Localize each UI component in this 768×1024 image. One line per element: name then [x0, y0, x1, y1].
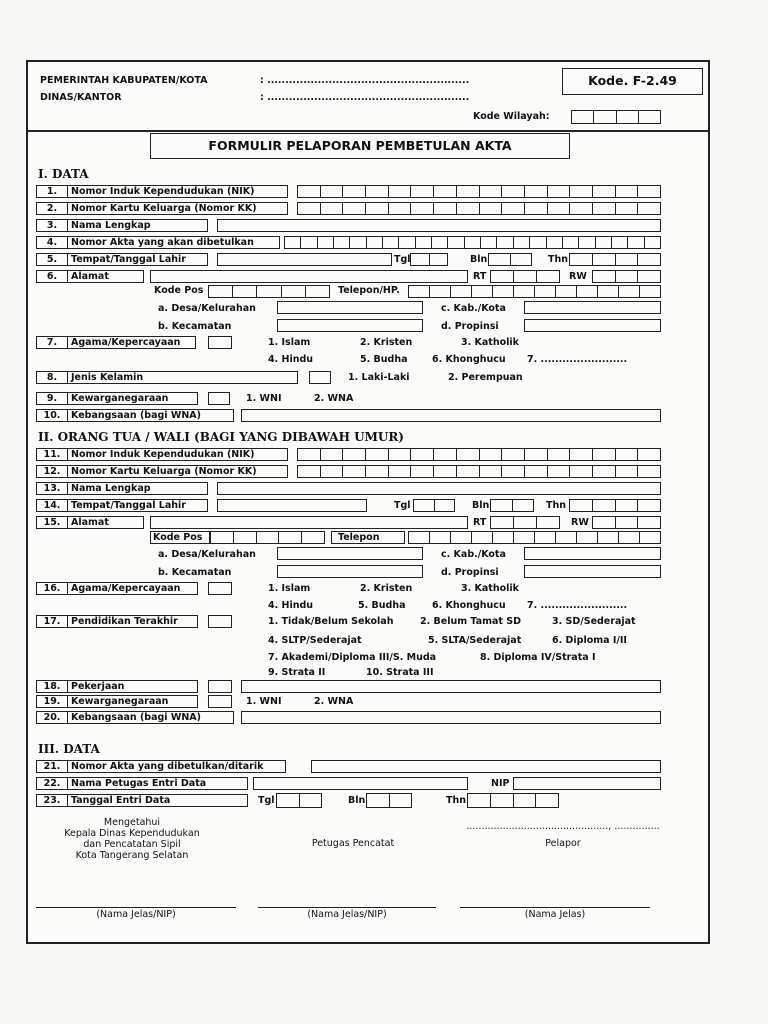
thn-boxes[interactable]	[569, 253, 661, 266]
tgl-label: Tgl	[394, 254, 411, 265]
akta-ditarik-input[interactable]	[311, 760, 661, 773]
ortu-prop-label: d. Propinsi	[441, 567, 499, 578]
nik-boxes[interactable]	[297, 185, 661, 198]
field-1-label: 1. Nomor Induk Kependudukan (NIK)	[36, 185, 288, 198]
kode-pos-label: Kode Pos	[154, 285, 204, 296]
field-7-label: 7. Agama/Kepercayaan	[36, 336, 196, 349]
form-title: FORMULIR PELAPORAN PEMBETULAN AKTA	[150, 133, 570, 159]
tgl-boxes[interactable]	[410, 253, 448, 266]
kewarganegaraan-box[interactable]	[208, 392, 230, 405]
ortu-kab-label: c. Kab./Kota	[441, 549, 506, 560]
agama-opt-7: 7. ........................	[527, 354, 628, 365]
agama-code-box[interactable]	[208, 336, 232, 349]
ortu-kebangsaan-input[interactable]	[241, 711, 661, 724]
agama-opt-5: 5. Budha	[360, 354, 408, 365]
sig-line-middle	[258, 907, 436, 908]
dinas-label: DINAS/KANTOR	[40, 92, 122, 103]
pendidikan-opt-2: 2. Belum Tamat SD	[420, 616, 521, 627]
petugas-nama-input[interactable]	[253, 777, 468, 790]
rw-boxes[interactable]	[592, 270, 661, 283]
ortu-kec-label: b. Kecamatan	[158, 567, 232, 578]
agama-opt-6: 6. Khonghucu	[432, 354, 506, 365]
wn-opt-1: 1. WNI	[246, 393, 282, 404]
entri-bln-label: Bln	[348, 795, 366, 806]
desa-label: a. Desa/Kelurahan	[158, 303, 256, 314]
entri-tgl-boxes[interactable]	[276, 793, 322, 808]
agama-opt-4: 4. Hindu	[268, 354, 314, 365]
kode-pos-boxes[interactable]	[208, 285, 330, 298]
field-16-label: 16. Agama/Kepercayaan	[36, 582, 198, 595]
pendidikan-opt-6: 6. Diploma I/II	[552, 635, 627, 646]
kab-input[interactable]	[524, 301, 661, 314]
ortu-kab-input[interactable]	[524, 547, 661, 560]
pendidikan-opt-7: 7. Akademi/Diploma III/S. Muda	[268, 652, 437, 663]
agama-opt-2: 2. Kristen	[360, 337, 413, 348]
sig-line-right	[460, 907, 650, 908]
nama-lengkap-input[interactable]	[217, 219, 661, 232]
ortu-tgl-boxes[interactable]	[413, 499, 455, 512]
field-6-label: 6. Alamat	[36, 270, 144, 283]
pemerintah-input[interactable]: : ........................................................	[260, 75, 470, 86]
pendidikan-opt-10: 10. Strata III	[366, 667, 434, 678]
thn-label: Thn	[548, 254, 569, 265]
pendidikan-opt-9: 9. Strata II	[268, 667, 326, 678]
jenis-kelamin-box[interactable]	[309, 371, 331, 384]
ortu-wn-opt-2: 2. WNA	[314, 696, 354, 707]
kebangsaan-input[interactable]	[241, 409, 661, 422]
field-17-label: 17. Pendidikan Terakhir	[36, 615, 198, 628]
jk-opt-2: 2. Perempuan	[448, 372, 523, 383]
kode-form-badge: Kode. F-2.49	[562, 68, 703, 95]
prop-label: d. Propinsi	[441, 321, 499, 332]
agama-opt-1: 1. Islam	[268, 337, 311, 348]
ortu-prop-input[interactable]	[524, 565, 661, 578]
field-13-label: 13. Nama Lengkap	[36, 482, 208, 495]
pendidikan-box[interactable]	[208, 615, 232, 628]
kec-input[interactable]	[277, 319, 423, 332]
agama-opt-3: 3. Katholik	[461, 337, 519, 348]
field-21-label: 21. Nomor Akta yang dibetulkan/ditarik	[36, 760, 286, 773]
ortu-thn-boxes[interactable]	[569, 499, 661, 512]
left-name-caption: (Nama Jelas/NIP)	[96, 909, 176, 920]
jk-opt-1: 1. Laki-Laki	[348, 372, 410, 383]
section-1-heading: I. DATA	[38, 167, 89, 181]
ortu-rw-label: RW	[571, 517, 589, 528]
rt-boxes[interactable]	[490, 270, 560, 283]
ortu-kk-boxes[interactable]	[297, 465, 661, 478]
tempat-lahir-input[interactable]	[217, 253, 392, 266]
kode-wilayah-label: Kode Wilayah:	[473, 111, 550, 122]
bln-boxes[interactable]	[488, 253, 532, 266]
section-3-heading: III. DATA	[38, 742, 100, 756]
ortu-nik-boxes[interactable]	[297, 448, 661, 461]
ortu-thn-label: Thn	[546, 500, 567, 511]
entri-thn-label: Thn	[446, 795, 467, 806]
bln-label: Bln	[470, 254, 488, 265]
field-4-label: 4. Nomor Akta yang akan dibetulkan	[36, 236, 280, 249]
ortu-agama-opt-2: 2. Kristen	[360, 583, 413, 594]
prop-input[interactable]	[524, 319, 661, 332]
ortu-agama-opt-1: 1. Islam	[268, 583, 311, 594]
field-2-label: 2. Nomor Kartu Keluarga (Nomor KK)	[36, 202, 288, 215]
header-divider	[28, 130, 708, 132]
wn-opt-2: 2. WNA	[314, 393, 354, 404]
field-14-label: 14. Tempat/Tanggal Lahir	[36, 499, 208, 512]
ortu-wn-opt-1: 1. WNI	[246, 696, 282, 707]
right-name-caption: (Nama Jelas)	[524, 909, 586, 920]
ortu-desa-label: a. Desa/Kelurahan	[158, 549, 256, 560]
ortu-kode-pos-label: Kode Pos	[150, 531, 210, 544]
ortu-tempat-lahir-input[interactable]	[217, 499, 367, 512]
place-date-line[interactable]: ..............................................., ...............	[466, 821, 660, 832]
pendidikan-opt-1: 1. Tidak/Belum Sekolah	[268, 616, 394, 627]
telepon-boxes[interactable]	[408, 285, 661, 298]
ortu-kewarganegaraan-box[interactable]	[208, 695, 232, 708]
pendidikan-opt-4: 4. SLTP/Sederajat	[268, 635, 362, 646]
field-8-label: 8. Jenis Kelamin	[36, 371, 298, 384]
entri-bln-boxes[interactable]	[366, 793, 412, 808]
kode-wilayah-boxes[interactable]	[571, 110, 661, 124]
ortu-rt-label: RT	[473, 517, 487, 528]
pemerintah-label: PEMERINTAH KABUPATEN/KOTA	[40, 75, 208, 86]
nip-label: NIP	[491, 778, 510, 789]
rt-label: RT	[473, 271, 487, 282]
pendidikan-opt-5: 5. SLTA/Sederajat	[428, 635, 522, 646]
ortu-bln-boxes[interactable]	[490, 499, 534, 512]
pekerjaan-code-box[interactable]	[208, 680, 232, 693]
mengetahui-block: Mengetahui Kepala Dinas Kependudukan dan Pencatatan Sipil Kota Tangerang Selatan	[64, 817, 200, 861]
section-2-heading: II. ORANG TUA / WALI (BAGI YANG DIBAWAH UMUR)	[38, 430, 404, 444]
field-18-label: 18. Pekerjaan	[36, 680, 198, 693]
ortu-desa-input[interactable]	[277, 547, 423, 560]
pendidikan-opt-8: 8. Diploma IV/Strata I	[480, 652, 596, 663]
kab-label: c. Kab./Kota	[441, 303, 506, 314]
sig-line-left	[36, 907, 236, 908]
petugas-pencatat-title: Petugas Pencatat	[311, 838, 395, 849]
pekerjaan-input[interactable]	[241, 680, 661, 693]
pendidikan-opt-3: 3. SD/Sederajat	[552, 616, 636, 627]
ortu-telepon-label: Telepon	[331, 531, 405, 544]
form-page	[26, 60, 710, 944]
ortu-telepon-boxes[interactable]	[408, 531, 661, 544]
ortu-rt-boxes[interactable]	[490, 516, 560, 529]
ortu-agama-opt-3: 3. Katholik	[461, 583, 519, 594]
alamat-input[interactable]	[150, 270, 468, 283]
field-10-label: 10. Kebangsaan (bagi WNA)	[36, 409, 234, 422]
field-22-label: 22. Nama Petugas Entri Data	[36, 777, 248, 790]
ortu-rw-boxes[interactable]	[592, 516, 661, 529]
rw-label: RW	[569, 271, 587, 282]
ortu-agama-box[interactable]	[208, 582, 232, 595]
kec-label: b. Kecamatan	[158, 321, 232, 332]
field-12-label: 12. Nomor Kartu Keluarga (Nomor KK)	[36, 465, 288, 478]
ortu-agama-opt-6: 6. Khonghucu	[432, 600, 506, 611]
field-23-label: 23. Tanggal Entri Data	[36, 794, 248, 807]
field-9-label: 9. Kewarganegaraan	[36, 392, 198, 405]
ortu-agama-opt-7: 7. ........................	[527, 600, 628, 611]
field-11-label: 11. Nomor Induk Kependudukan (NIK)	[36, 448, 288, 461]
field-20-label: 20. Kebangsaan (bagi WNA)	[36, 711, 234, 724]
ortu-tgl-label: Tgl	[394, 500, 411, 511]
nip-input[interactable]	[513, 777, 661, 790]
middle-name-caption: (Nama Jelas/NIP)	[307, 909, 387, 920]
dinas-input[interactable]: : ........................................................	[260, 92, 470, 103]
telepon-label: Telepon/HP.	[338, 285, 400, 296]
ortu-agama-opt-5: 5. Budha	[358, 600, 406, 611]
field-3-label: 3. Nama Lengkap	[36, 219, 208, 232]
ortu-kec-input[interactable]	[277, 565, 423, 578]
entri-thn-boxes[interactable]	[467, 793, 559, 808]
kk-boxes[interactable]	[297, 202, 661, 215]
pelapor-title: Pelapor	[545, 838, 581, 849]
nomor-akta-boxes[interactable]	[284, 236, 661, 249]
ortu-alamat-input[interactable]	[150, 516, 468, 529]
ortu-bln-label: Bln	[472, 500, 490, 511]
field-5-label: 5. Tempat/Tanggal Lahir	[36, 253, 208, 266]
desa-input[interactable]	[277, 301, 423, 314]
ortu-agama-opt-4: 4. Hindu	[268, 600, 314, 611]
ortu-nama-input[interactable]	[217, 482, 661, 495]
field-19-label: 19. Kewarganegaraan	[36, 695, 198, 708]
entri-tgl-label: Tgl	[258, 795, 275, 806]
ortu-kode-pos-boxes[interactable]	[210, 531, 325, 544]
field-15-label: 15. Alamat	[36, 516, 144, 529]
